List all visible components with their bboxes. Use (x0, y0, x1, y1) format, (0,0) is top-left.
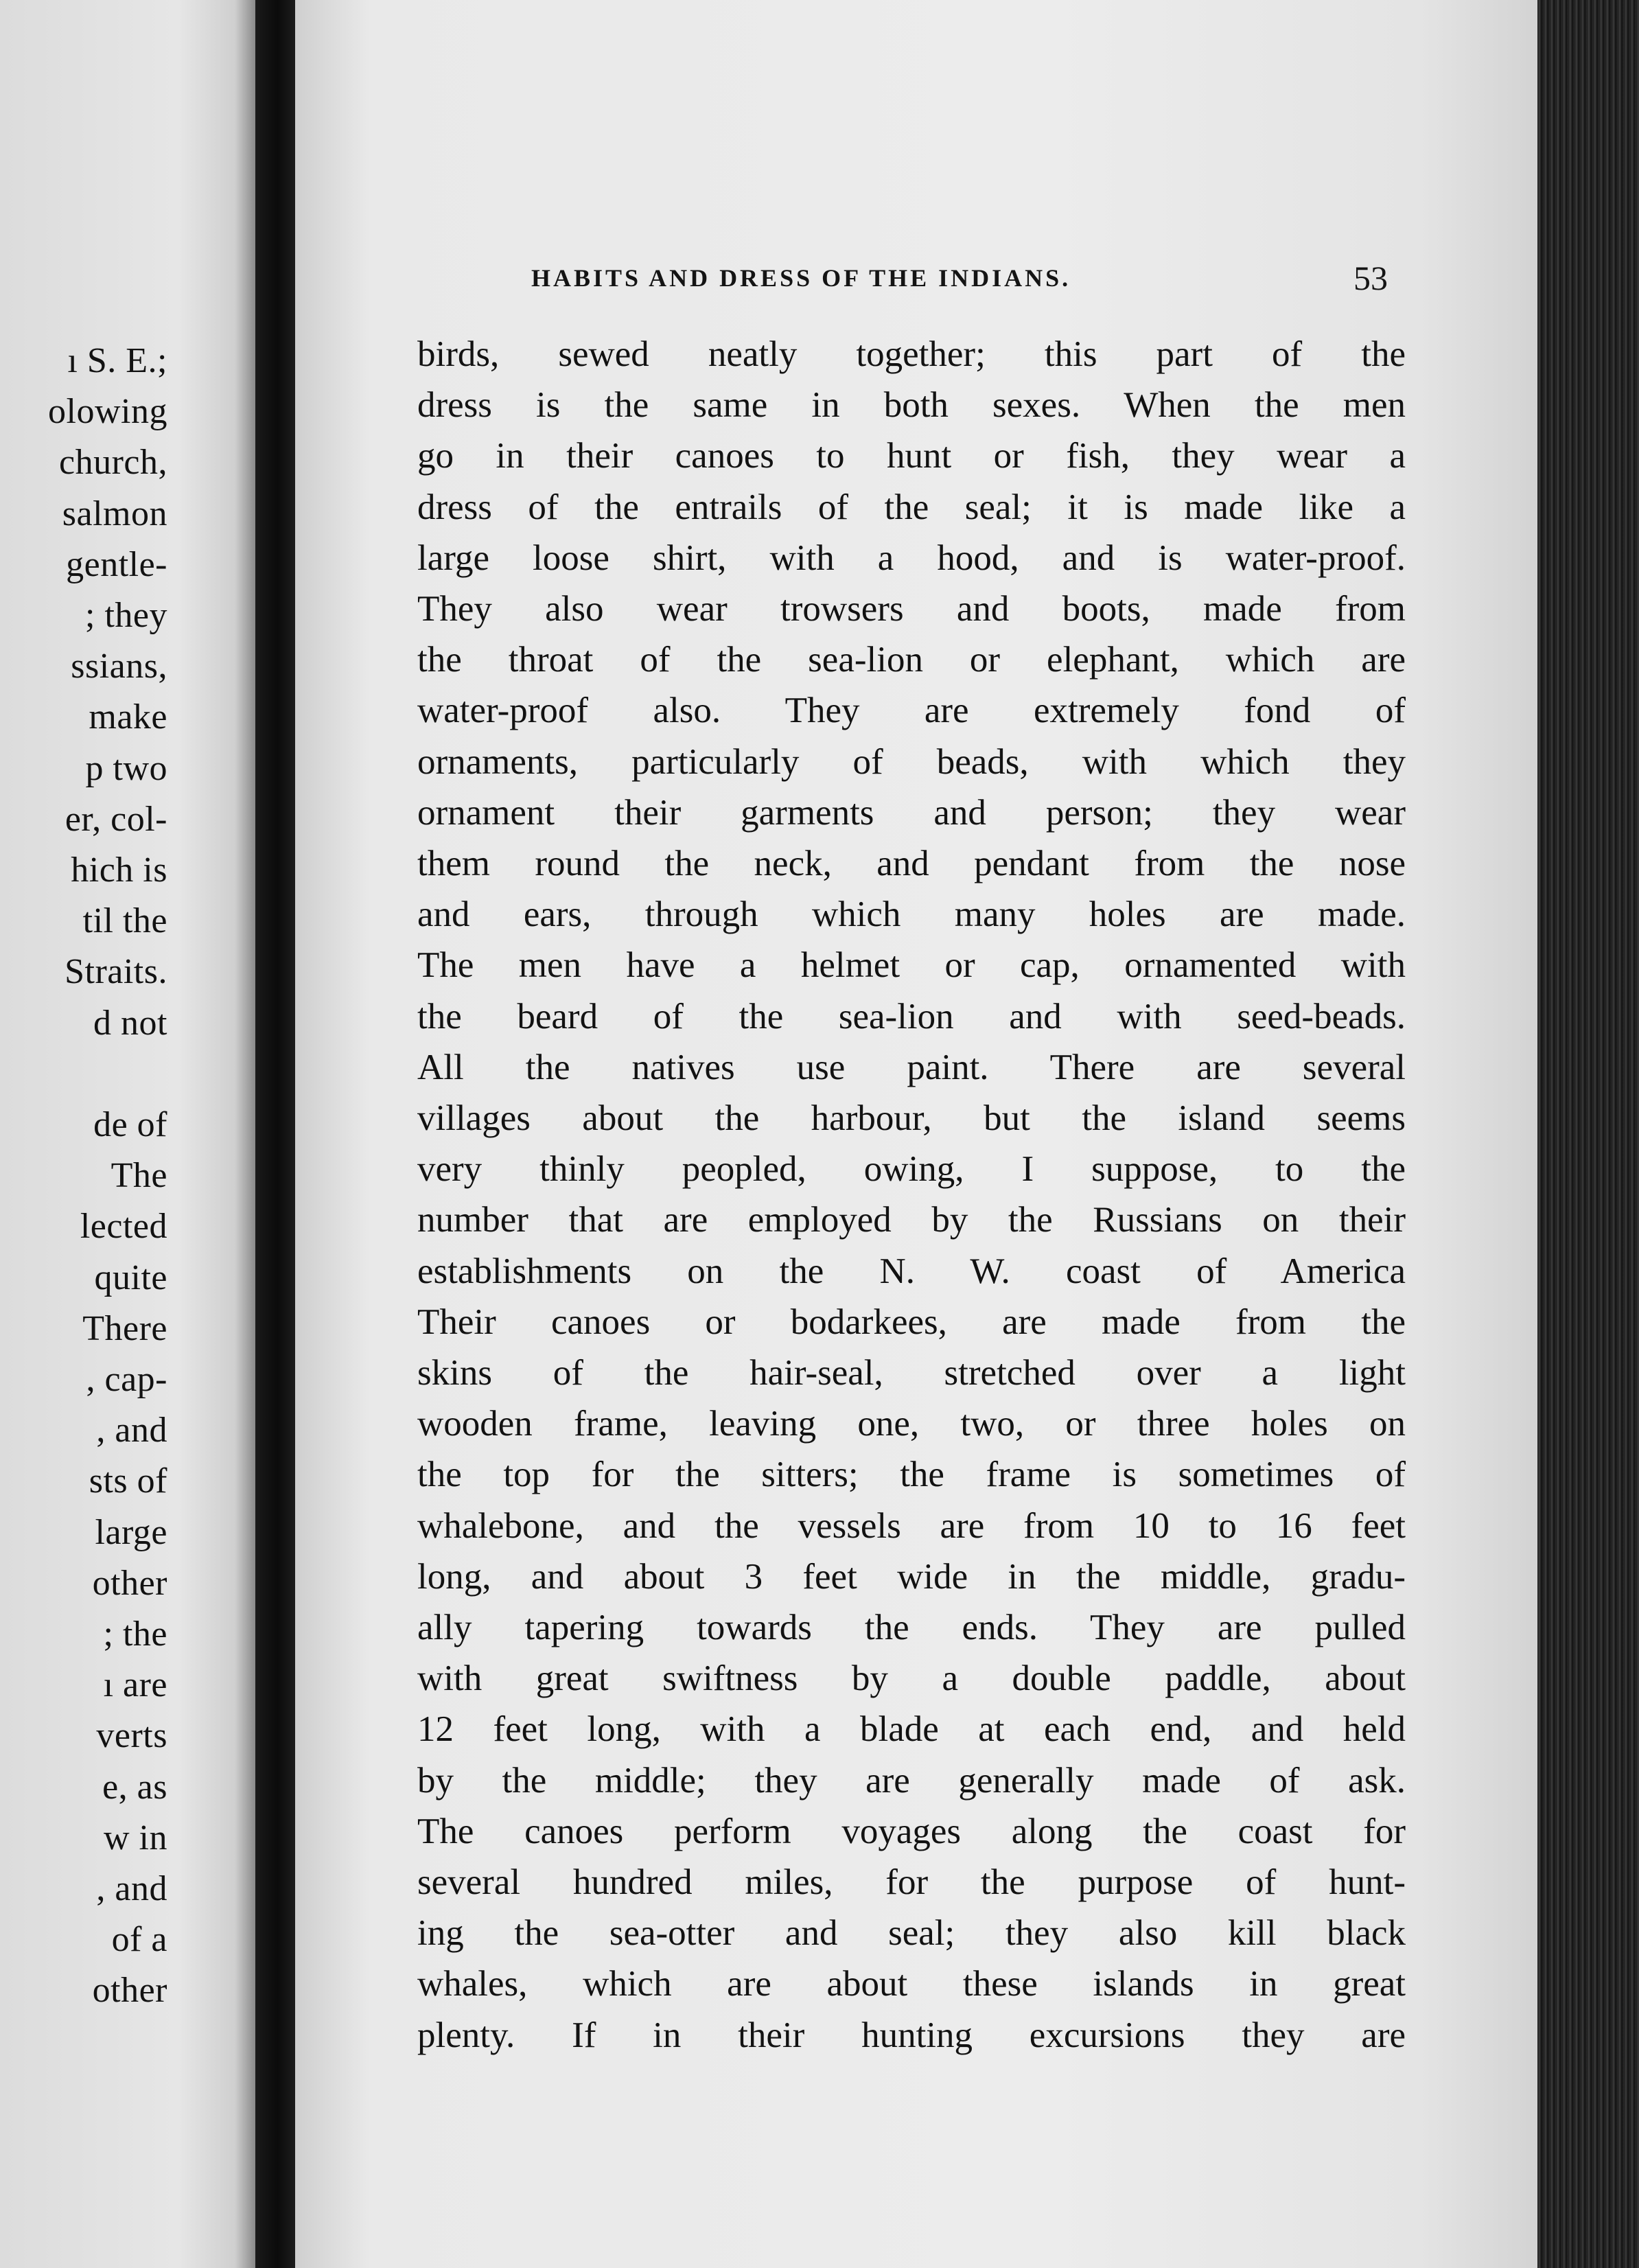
left-text-line: ; the (103, 1615, 167, 1654)
text-line: dress of the entrails of the seal; it is made like a (417, 487, 1406, 527)
left-text-line: de of (93, 1105, 167, 1144)
text-line: whales, which are about these islands in great (417, 1964, 1406, 2004)
text-line: establishments on the N. W. coast of America (417, 1251, 1406, 1291)
left-text-line: ssians, (71, 647, 167, 686)
left-page-text (0, 340, 255, 2063)
text-line: skins of the hair-seal, stretched over a light (417, 1353, 1406, 1393)
text-line: large loose shirt, with a hood, and is water-proof. (417, 537, 1406, 578)
left-text-line: of a (111, 1920, 167, 1960)
text-line: plenty. If in their hunting excursions they are (417, 2015, 1406, 2055)
page-number: 53 (1353, 259, 1388, 297)
text-line: The men have a helmet or cap, ornamented with (417, 945, 1406, 986)
text-line: the beard of the sea-lion and with seed-beads. (417, 996, 1406, 1037)
text-line: ally tapering towards the ends. They are pulled (417, 1608, 1406, 1647)
text-line: wooden frame, leaving one, two, or three holes on (417, 1404, 1406, 1444)
text-line: They also wear trowsers and boots, made from (417, 589, 1406, 629)
text-line: All the natives use paint. There are several (417, 1047, 1406, 1087)
text-line: The canoes perform voyages along the coast for (417, 1811, 1406, 1851)
left-text-line: The (111, 1156, 167, 1196)
text-line: the throat of the sea-lion or elephant, which are (417, 640, 1406, 680)
text-line: several hundred miles, for the purpose of hunt- (417, 1862, 1406, 1902)
text-line: water-proof also. They are extremely fond of (417, 691, 1406, 731)
text-line: and ears, through which many holes are made. (417, 894, 1406, 935)
running-head: HABITS AND DRESS OF THE INDIANS. (531, 264, 1071, 292)
left-text-line: other (92, 1971, 167, 2011)
left-text-line: ı are (103, 1665, 167, 1705)
left-text-line: til the (82, 901, 167, 941)
left-text-line: lected (80, 1207, 167, 1247)
text-line: whalebone, and the vessels are from 10 to 16 feet (417, 1505, 1406, 1546)
left-text-line: hich is (71, 850, 167, 890)
left-text-line: salmon (62, 494, 167, 533)
left-text-line: gentle- (66, 544, 167, 584)
left-text-line: , and (96, 1869, 167, 1908)
text-line: with great swiftness by a double paddle, about (417, 1658, 1406, 1699)
left-text-line: large (95, 1512, 167, 1552)
text-line: by the middle; they are generally made of ask. (417, 1760, 1406, 1801)
text-line: go in their canoes to hunt or fish, they wear a (417, 436, 1406, 476)
left-text-line: There (82, 1308, 167, 1348)
left-text-line: , and (96, 1411, 167, 1450)
left-text-line: church, (59, 443, 167, 483)
left-text-line: olowing (48, 392, 167, 432)
text-line: long, and about 3 feet wide in the middle, gradu- (417, 1556, 1406, 1597)
left-text-line: , cap- (86, 1360, 167, 1399)
text-line: Their canoes or bodarkees, are made from the (417, 1301, 1406, 1342)
text-line: ing the sea-otter and seal; they also kill black (417, 1913, 1406, 1954)
left-text-line: ; they (85, 596, 167, 635)
text-line: 12 feet long, with a blade at each end, and held (417, 1709, 1406, 1750)
left-text-line: ı S. E.; (67, 341, 167, 380)
left-text-line: quite (94, 1258, 167, 1297)
left-text-line: e, as (102, 1767, 167, 1807)
text-line: birds, sewed neatly together; this part of the (417, 334, 1406, 374)
text-line: ornaments, particularly of beads, with which they (417, 741, 1406, 782)
left-text-line: p two (85, 748, 167, 788)
text-line: the top for the sitters; the frame is sometimes of (417, 1455, 1406, 1495)
text-line: ornament their garments and person; they wear (417, 792, 1406, 833)
left-text-line: d not (93, 1003, 167, 1043)
text-line: dress is the same in both sexes. When the men (417, 385, 1406, 426)
left-text-line: er, col- (65, 799, 167, 839)
left-text-line: other (92, 1563, 167, 1603)
left-text-line: make (89, 697, 167, 737)
text-line: very thinly peopled, owing, I suppose, to the (417, 1149, 1406, 1190)
left-text-line: sts of (89, 1461, 167, 1501)
text-line: them round the neck, and pendant from the nose (417, 844, 1406, 883)
page-edges (1537, 0, 1639, 2268)
text-line: number that are employed by the Russians on their (417, 1200, 1406, 1240)
left-text-line: Straits. (65, 952, 167, 992)
left-text-line: w in (104, 1818, 167, 1858)
left-page (0, 0, 255, 2268)
text-line: villages about the harbour, but the island seems (417, 1098, 1406, 1138)
left-text-line: verts (96, 1716, 167, 1756)
